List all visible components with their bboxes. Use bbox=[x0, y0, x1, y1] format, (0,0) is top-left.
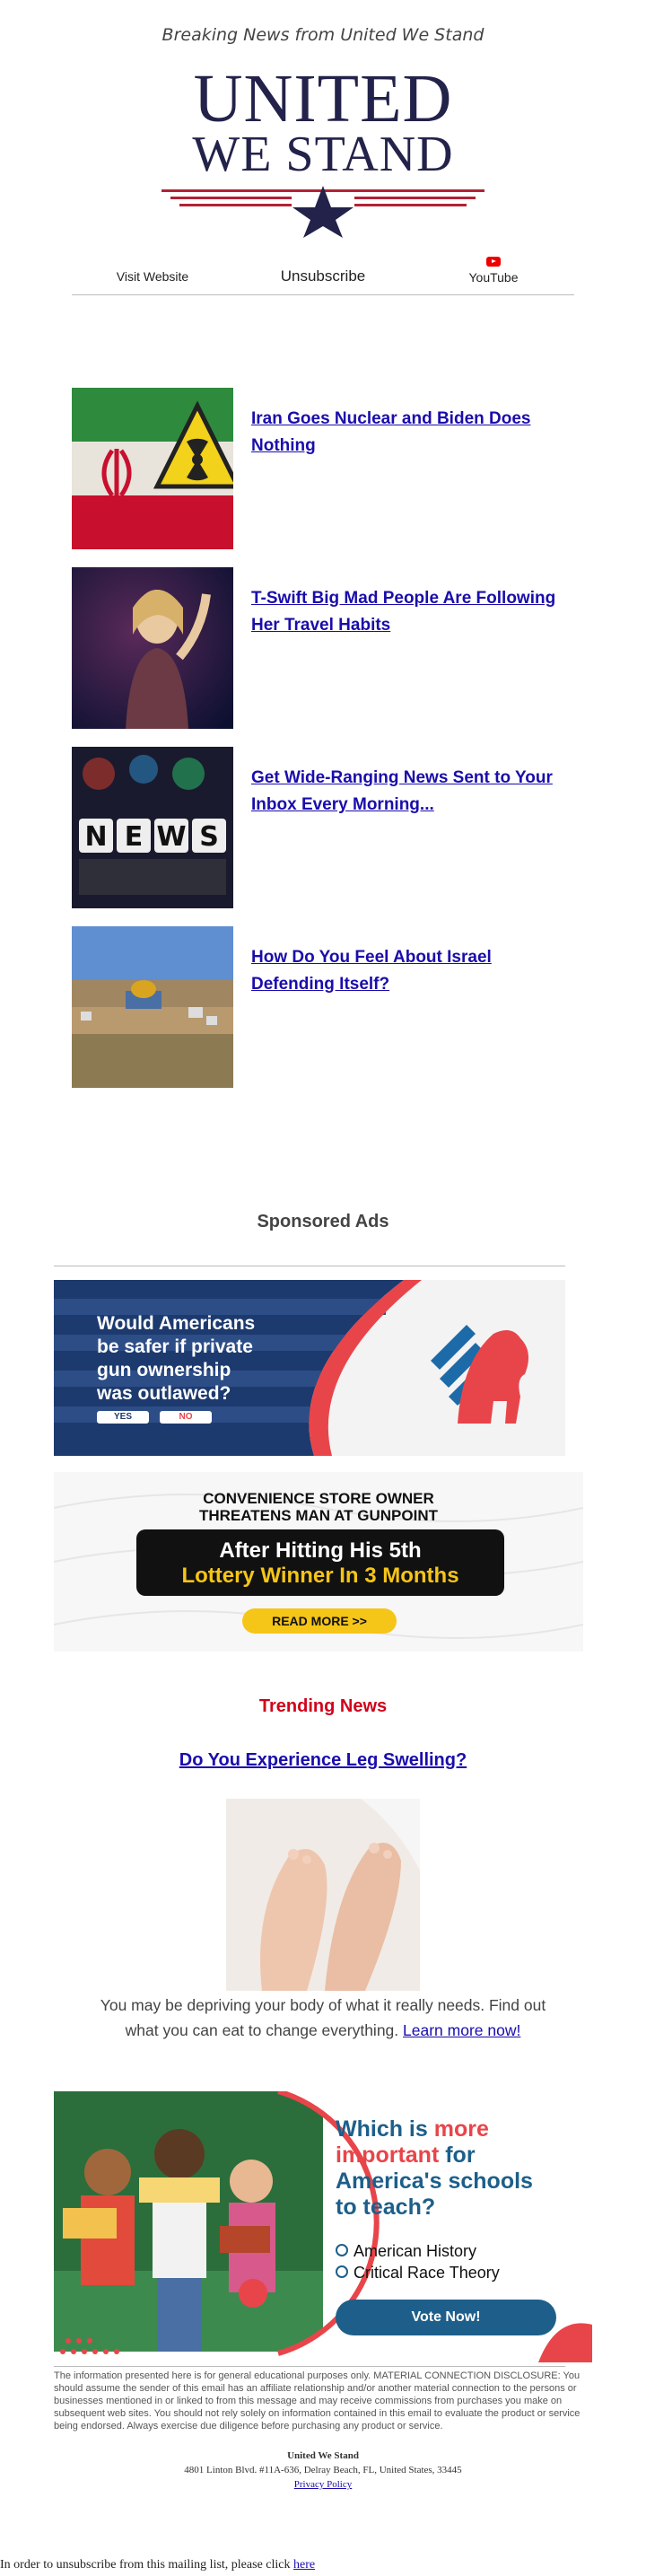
gun-poll-ad[interactable] bbox=[54, 1280, 565, 1456]
q-part: America's schools bbox=[336, 2169, 533, 2194]
feet-image[interactable] bbox=[226, 1799, 420, 1991]
gun-poll-question bbox=[97, 1312, 330, 1406]
poll-option-american-history[interactable] bbox=[336, 2242, 476, 2261]
logo bbox=[144, 63, 502, 242]
poll-option-label: Critical Race Theory bbox=[354, 2264, 500, 2282]
learn-more-link[interactable]: Learn more now! bbox=[403, 2021, 521, 2039]
unsubscribe-here-link[interactable]: here bbox=[292, 2558, 316, 2572]
article-item bbox=[72, 388, 574, 549]
article-image-iran[interactable] bbox=[72, 388, 233, 549]
article-link-tswift[interactable]: T-Swift Big Mad People Are Following Her Travel Habits bbox=[251, 589, 556, 635]
lottery-headline-line2: THREATENS MAN AT GUNPOINT bbox=[198, 1507, 438, 1524]
poll-option-label: American History bbox=[354, 2242, 477, 2260]
youtube-label: YouTube bbox=[468, 270, 519, 285]
article-link-news[interactable]: Get Wide-Ranging News Sent to Your Inbox Every Morning... bbox=[251, 768, 553, 814]
article-item bbox=[72, 926, 574, 1088]
lottery-headline-line1: CONVENIENCE STORE OWNER bbox=[203, 1490, 434, 1507]
header-tagline: Breaking News from United We Stand bbox=[162, 25, 484, 45]
article-image-tswift[interactable] bbox=[72, 567, 233, 729]
poll-option-crt[interactable] bbox=[336, 2264, 500, 2282]
svg-text:E: E bbox=[124, 821, 144, 853]
lottery-headline bbox=[54, 1490, 583, 1524]
svg-text:S: S bbox=[199, 821, 219, 853]
trending-heading: Trending News bbox=[258, 1696, 388, 1716]
footer-company: United We Stand bbox=[287, 2450, 359, 2461]
lottery-box-line1: After Hitting His 5th bbox=[219, 1538, 422, 1563]
visit-website-link[interactable]: Visit Website bbox=[116, 269, 189, 284]
q-part: Which is bbox=[336, 2116, 434, 2142]
gun-poll-line: Would Americans bbox=[97, 1313, 256, 1334]
article-image-israel[interactable] bbox=[72, 926, 233, 1088]
article-item bbox=[72, 567, 574, 729]
gun-poll-line: was outlawed? bbox=[97, 1383, 231, 1404]
radio-icon bbox=[336, 2265, 348, 2278]
logo-line1: UNITED bbox=[193, 61, 453, 136]
unsubscribe-link[interactable]: Unsubscribe bbox=[280, 267, 366, 285]
youtube-icon bbox=[486, 257, 501, 267]
q-part-highlight: more bbox=[433, 2116, 489, 2142]
trending-body bbox=[99, 1993, 547, 2043]
school-poll-ad[interactable] bbox=[54, 2091, 592, 2362]
read-more-button[interactable]: READ MORE >> bbox=[242, 1608, 397, 1634]
yes-button[interactable]: YES bbox=[97, 1411, 149, 1424]
youtube-link[interactable] bbox=[431, 257, 556, 285]
article-image-news[interactable] bbox=[72, 747, 233, 908]
lottery-box bbox=[136, 1529, 504, 1596]
q-part: for bbox=[439, 2142, 476, 2168]
gun-poll-line: be safer if private bbox=[97, 1336, 253, 1357]
q-part-highlight: important bbox=[336, 2142, 440, 2168]
article-link-iran[interactable]: Iran Goes Nuclear and Biden Does Nothing bbox=[251, 409, 531, 455]
q-part: to teach? bbox=[336, 2195, 436, 2220]
footer-address: 4801 Linton Blvd. #11A-636, Delray Beach, FL, United States, 33445 bbox=[184, 2465, 462, 2475]
logo-line2: WE STAND bbox=[192, 127, 454, 182]
article-link-israel[interactable]: How Do You Feel About Israel Defending Itself? bbox=[251, 948, 492, 994]
gun-poll-line: gun ownership bbox=[97, 1360, 231, 1380]
svg-text:N: N bbox=[84, 821, 108, 853]
trending-link-leg-swelling[interactable]: Do You Experience Leg Swelling? bbox=[179, 1750, 467, 1770]
disclaimer: The information presented here is for general educational purposes only. MATERIAL CONNECTION DISCLOSURE: You should assume the sender of this email has an affiliate relationship and/or another material connection to the persons or businesses mentioned in or linked to from this message and may receive commissions from purchases you make on subsequent web sites. You should not rely solely on information contained in this email to evaluate the product or service being endorsed. Always exercise due diligence before purchasing any product or service. bbox=[54, 2370, 581, 2431]
radio-icon bbox=[336, 2244, 348, 2256]
no-button[interactable]: NO bbox=[160, 1411, 212, 1424]
header-nav bbox=[72, 266, 574, 295]
school-poll-question bbox=[336, 2116, 587, 2221]
unsubscribe-line bbox=[0, 2558, 315, 2572]
article-item bbox=[72, 747, 574, 908]
footer-privacy-wrap bbox=[0, 2479, 646, 2490]
footer-divider bbox=[54, 2366, 565, 2367]
lottery-box-line2: Lottery Winner In 3 Months bbox=[181, 1564, 459, 1588]
privacy-policy-link[interactable]: Privacy Policy bbox=[293, 2479, 353, 2490]
lottery-ad[interactable] bbox=[54, 1472, 583, 1652]
unsubscribe-text: In order to unsubscribe from this mailing list, please click bbox=[0, 2558, 291, 2572]
trending-body-text: You may be depriving your body of what it really needs. Find out what you can eat to change everything. bbox=[100, 1996, 546, 2039]
vote-now-button[interactable]: Vote Now! bbox=[336, 2300, 556, 2335]
sponsored-heading: Sponsored Ads bbox=[257, 1212, 389, 1231]
logo-star-stripes bbox=[162, 184, 484, 238]
svg-text:W: W bbox=[156, 821, 187, 853]
